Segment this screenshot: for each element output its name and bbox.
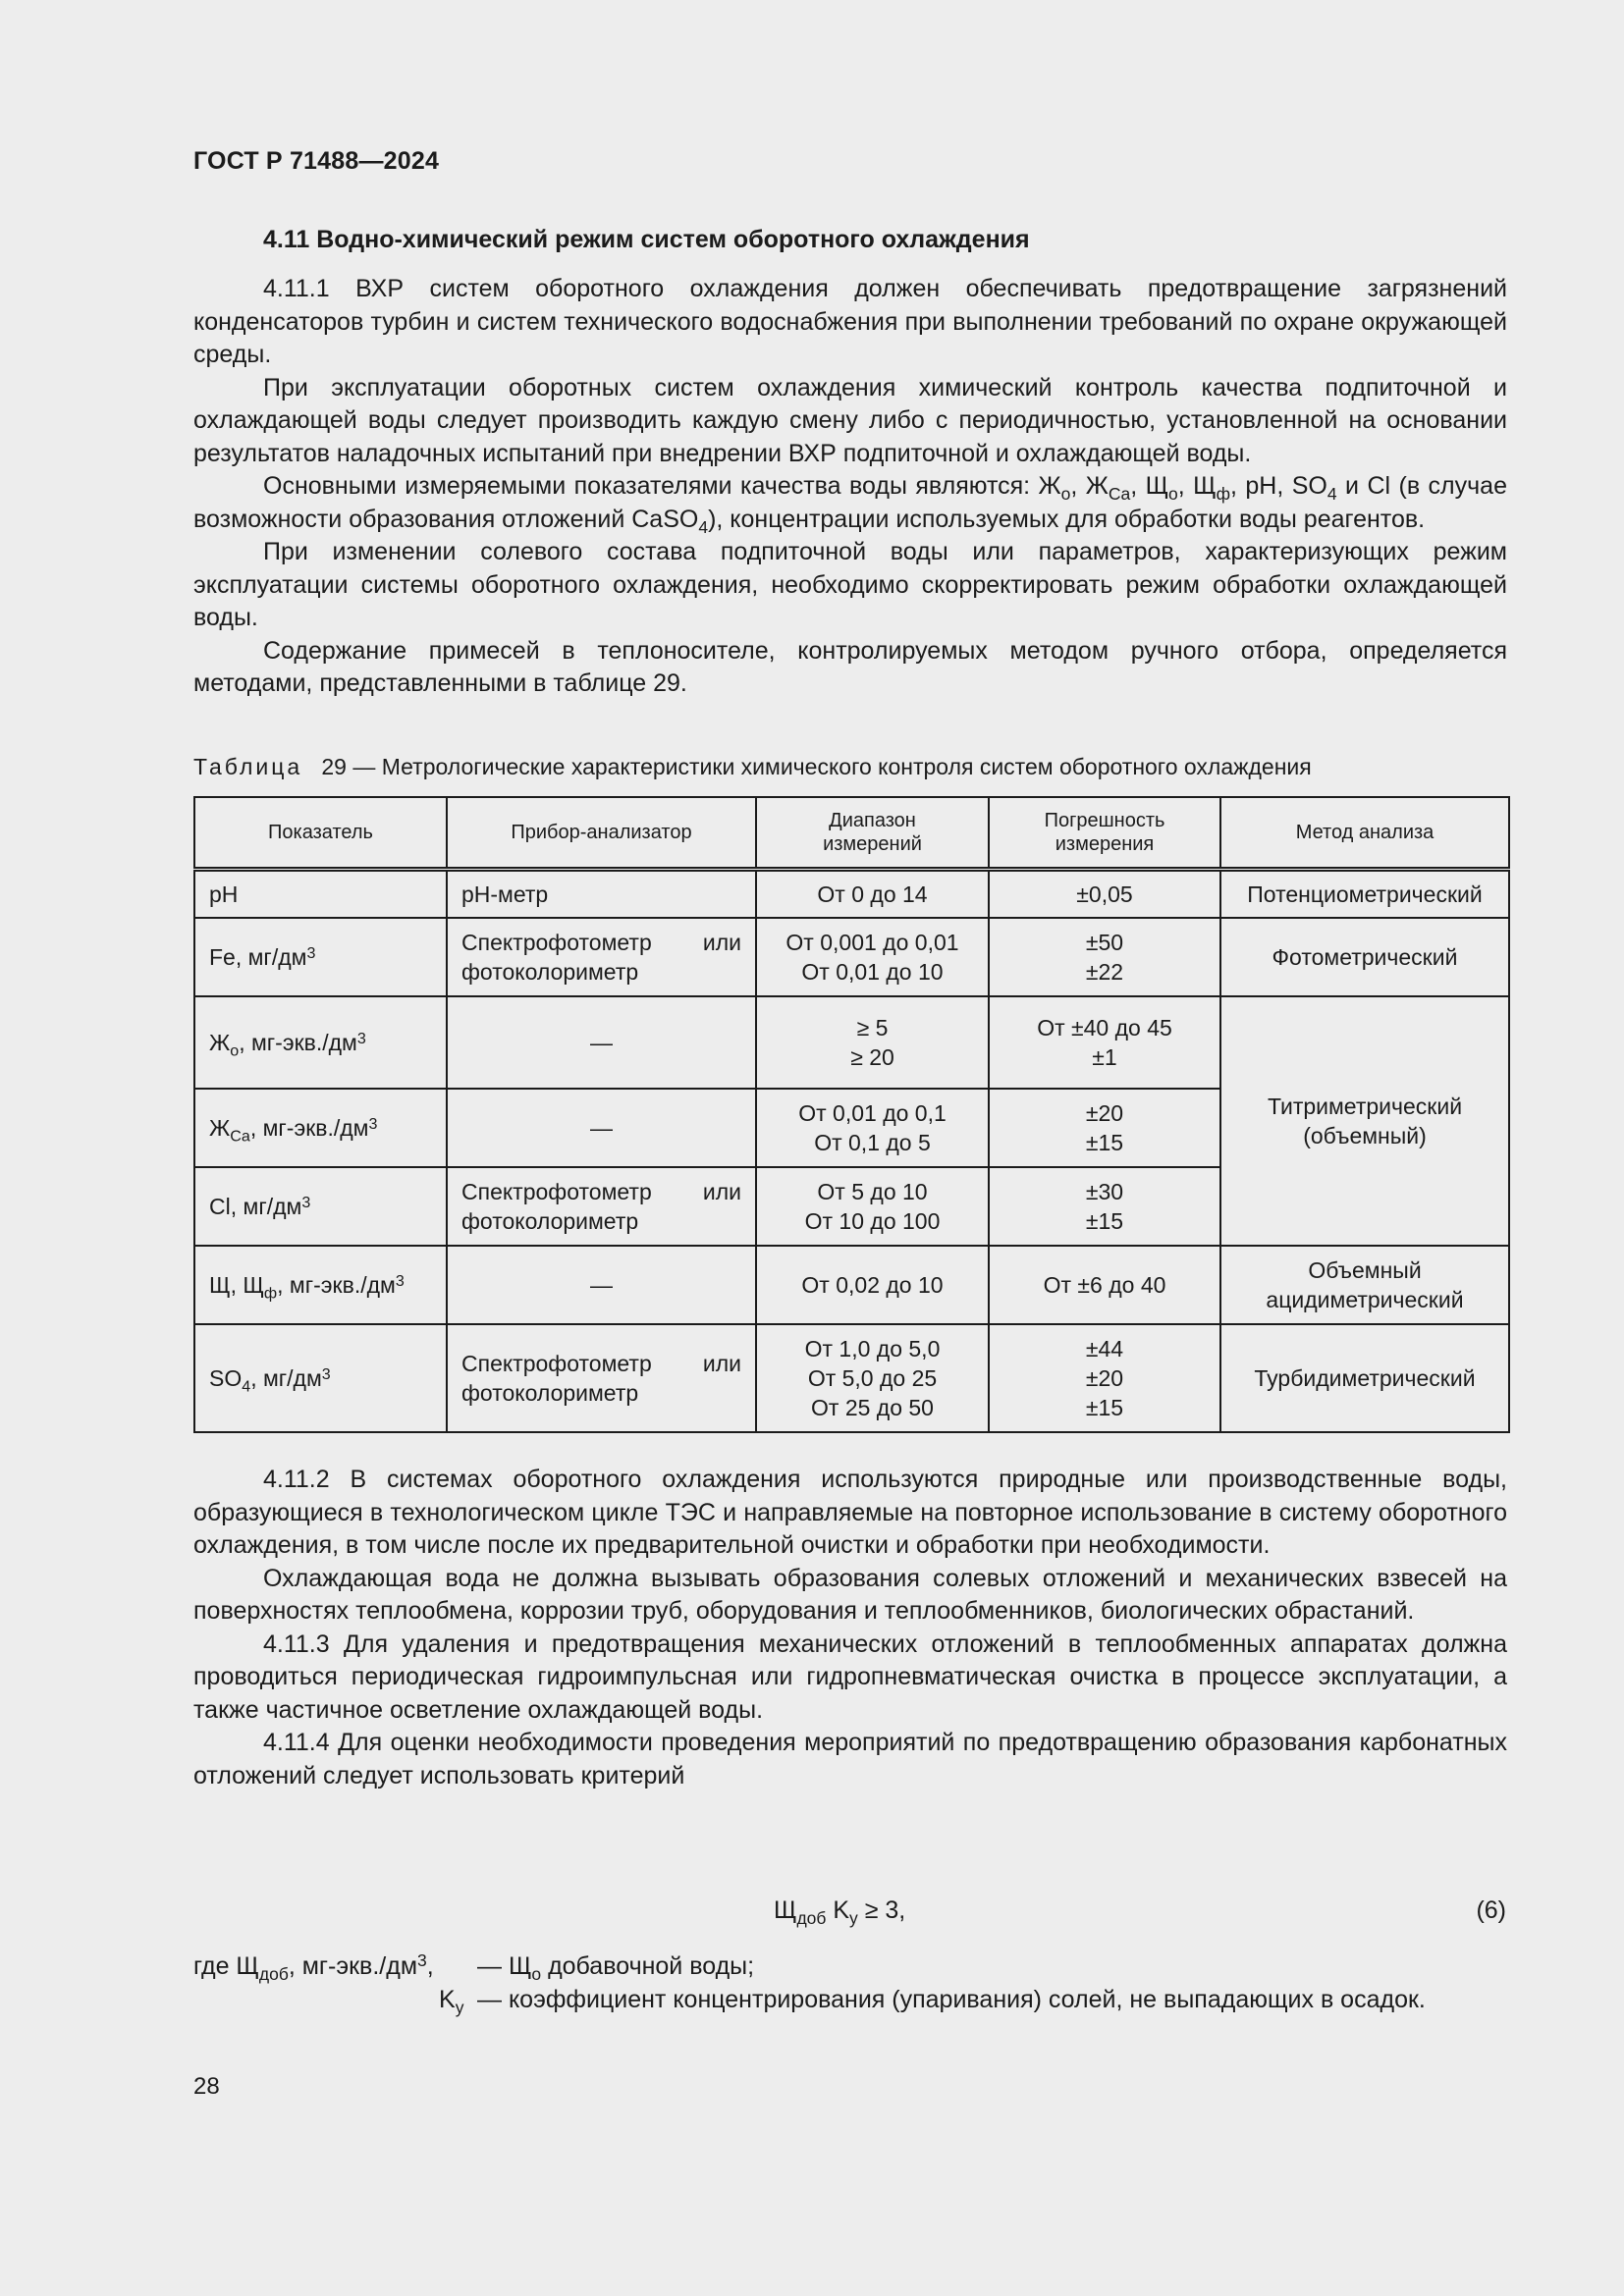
paragraph-4-11-4: 4.11.4 Для оценки необходимости проведения мероприятий по предотвращению образования карбонатных отложений следует использовать критерий [193, 1729, 1507, 1789]
cell-device: Спектрофотометр или фотоколориметр [447, 1324, 756, 1432]
cell-device: Спектрофотометр или фотоколориметр [447, 1167, 756, 1246]
cell-indicator: Fe, $мг/дм^3$ [194, 918, 447, 996]
cell-method: Турбидиметрический [1220, 1324, 1509, 1432]
paragraph-cooling-water: Охлаждающая вода не должна вызывать образования солевых отложений и механических взвесей на поверхностях теплообмена, коррозии труб, оборудования и теплообменников, биологических обрастаний. [193, 1564, 1507, 1625]
cell-error: От ±40 до 45 ±1 [989, 996, 1220, 1089]
metrology-table [193, 796, 1510, 1433]
cell-range: ≥ 5 ≥ 20 [756, 996, 989, 1089]
paragraph-indicators: Основными измеряемыми показателями качества воды являются: $Ж_о$, $Ж_{Ca}$, $Щ_о$, $Щ_ф$, pH, $SO_4$ и Cl (в случае возможности образования отложений CaSO$_4$), концентрации используемых для обработки воды реагентов. [193, 472, 1507, 537]
section-title: 4.11 Водно-химический режим систем оборотного охлаждения [263, 226, 1030, 253]
cell-indicator: Cl, $мг/дм^3$ [194, 1167, 447, 1246]
cell-error: ±0,05 [989, 870, 1220, 918]
table-row [194, 996, 1509, 1089]
header-range: Диапазон измерений [756, 797, 989, 870]
cell-indicator: $Ж_о$, $мг-экв./дм^3$ [194, 996, 447, 1089]
table-row [194, 1246, 1509, 1324]
legend-where: где $Щ_{доб}$, $мг-экв./дм^3$, [193, 1950, 434, 1985]
legend-symbol-ky: $K_у$ [439, 1986, 464, 2018]
cell-indicator: Щ, $Щ_ф$, $мг-экв./дм^3$ [194, 1246, 447, 1324]
header-device: Прибор-анализатор [447, 797, 756, 870]
cell-range: От 5 до 10 От 10 до 100 [756, 1167, 989, 1246]
formula-number: (6) [1476, 1896, 1506, 1924]
cell-error: ±50 ±22 [989, 918, 1220, 996]
cell-device: — [447, 1246, 756, 1324]
paragraph-impurities: Содержание примесей в теплоносителе, контролируемых методом ручного отбора, определяется методами, представленными в таблице 29. [193, 636, 1507, 697]
legend-definition-alkalinity: — $Щ_о$ добавочной воды; [477, 1952, 755, 1985]
continuation-text [193, 1464, 1507, 1792]
cell-indicator: $SO_4$, $мг/дм^3$ [194, 1324, 447, 1432]
header-method: Метод анализа [1220, 797, 1509, 870]
cell-range: От 0,001 до 0,01 От 0,01 до 10 [756, 918, 989, 996]
cell-method: Объемный ацидиметрический [1220, 1246, 1509, 1324]
cell-indicator: $Ж_{Ca}$, $мг-экв./дм^3$ [194, 1089, 447, 1167]
paragraph-salt-change: При изменении солевого состава подпиточной воды или параметров, характеризующих режим эксплуатации системы оборотного охлаждения, необходимо скорректировать режим обработки охлаждающей воды. [193, 538, 1507, 631]
legend-definition-ky: — коэффициент концентрирования (упаривания) солей, не выпадающих в осадок. [477, 1986, 1426, 2013]
table-row [194, 870, 1509, 918]
cell-device: pH-метр [447, 870, 756, 918]
table-row [194, 918, 1509, 996]
cell-error: От ±6 до 40 [989, 1246, 1220, 1324]
table-caption [193, 754, 1312, 780]
cell-error: ±44 ±20 ±15 [989, 1324, 1220, 1432]
paragraph-4-11-2: 4.11.2 В системах оборотного охлаждения используются природные или производственные воды, образующиеся в технологическом цикле ТЭС и направляемые на повторное использование в систему оборотного охлаждения, в том числе после их предварительной очистки и обработки при необходимости. [193, 1466, 1507, 1559]
cell-device: — [447, 1089, 756, 1167]
cell-indicator: pH [194, 870, 447, 918]
table-caption-word: Таблица [193, 754, 303, 779]
header-error: Погрешность измерения [989, 797, 1220, 870]
formula-6: $Щ_{доб}$ $K_у \ge 3$, [774, 1896, 906, 1929]
cell-method: Фотометрический [1220, 918, 1509, 996]
cell-range: От 1,0 до 5,0 От 5,0 до 25 От 25 до 50 [756, 1324, 989, 1432]
cell-range: От 0 до 14 [756, 870, 989, 918]
cell-range: От 0,02 до 10 [756, 1246, 989, 1324]
cell-range: От 0,01 до 0,1 От 0,1 до 5 [756, 1089, 989, 1167]
header-indicator: Показатель [194, 797, 447, 870]
cell-device: Спектрофотометр или фотоколориметр [447, 918, 756, 996]
document-id-header: ГОСТ Р 71488—2024 [193, 147, 440, 175]
cell-error: ±20 ±15 [989, 1089, 1220, 1167]
cell-error: ±30 ±15 [989, 1167, 1220, 1246]
cell-method: Потенциометрический [1220, 870, 1509, 918]
table-row [194, 1324, 1509, 1432]
page-number: 28 [193, 2073, 220, 2100]
cell-device: — [447, 996, 756, 1089]
table-header-row [194, 797, 1509, 870]
paragraph-monitoring: При эксплуатации оборотных систем охлаждения химический контроль качества подпиточной и охлаждающей воды следует производить каждую смену либо с периодичностью, установленной на основании результатов наладочных испытаний при внедрении ВХР подпиточной и охлаждающей воды. [193, 373, 1507, 467]
intro-text [193, 273, 1507, 701]
paragraph-4-11-1: 4.11.1 ВХР систем оборотного охлаждения должен обеспечивать предотвращение загрязнений конденсаторов турбин и систем технического водоснабжения при выполнении требований по охране окружающей среды. [193, 275, 1507, 368]
paragraph-4-11-3: 4.11.3 Для удаления и предотвращения механических отложений в теплообменных аппаратах должна проводиться периодическая гидроимпульсная или гидропневматическая очистка в процессе эксплуатации, а также частичное осветление охлаждающей воды. [193, 1629, 1507, 1724]
cell-method-merged: Титриметрический (объемный) [1220, 996, 1509, 1246]
table-caption-text: 29 — Метрологические характеристики химического контроля систем оборотного охлаждения [321, 754, 1312, 779]
